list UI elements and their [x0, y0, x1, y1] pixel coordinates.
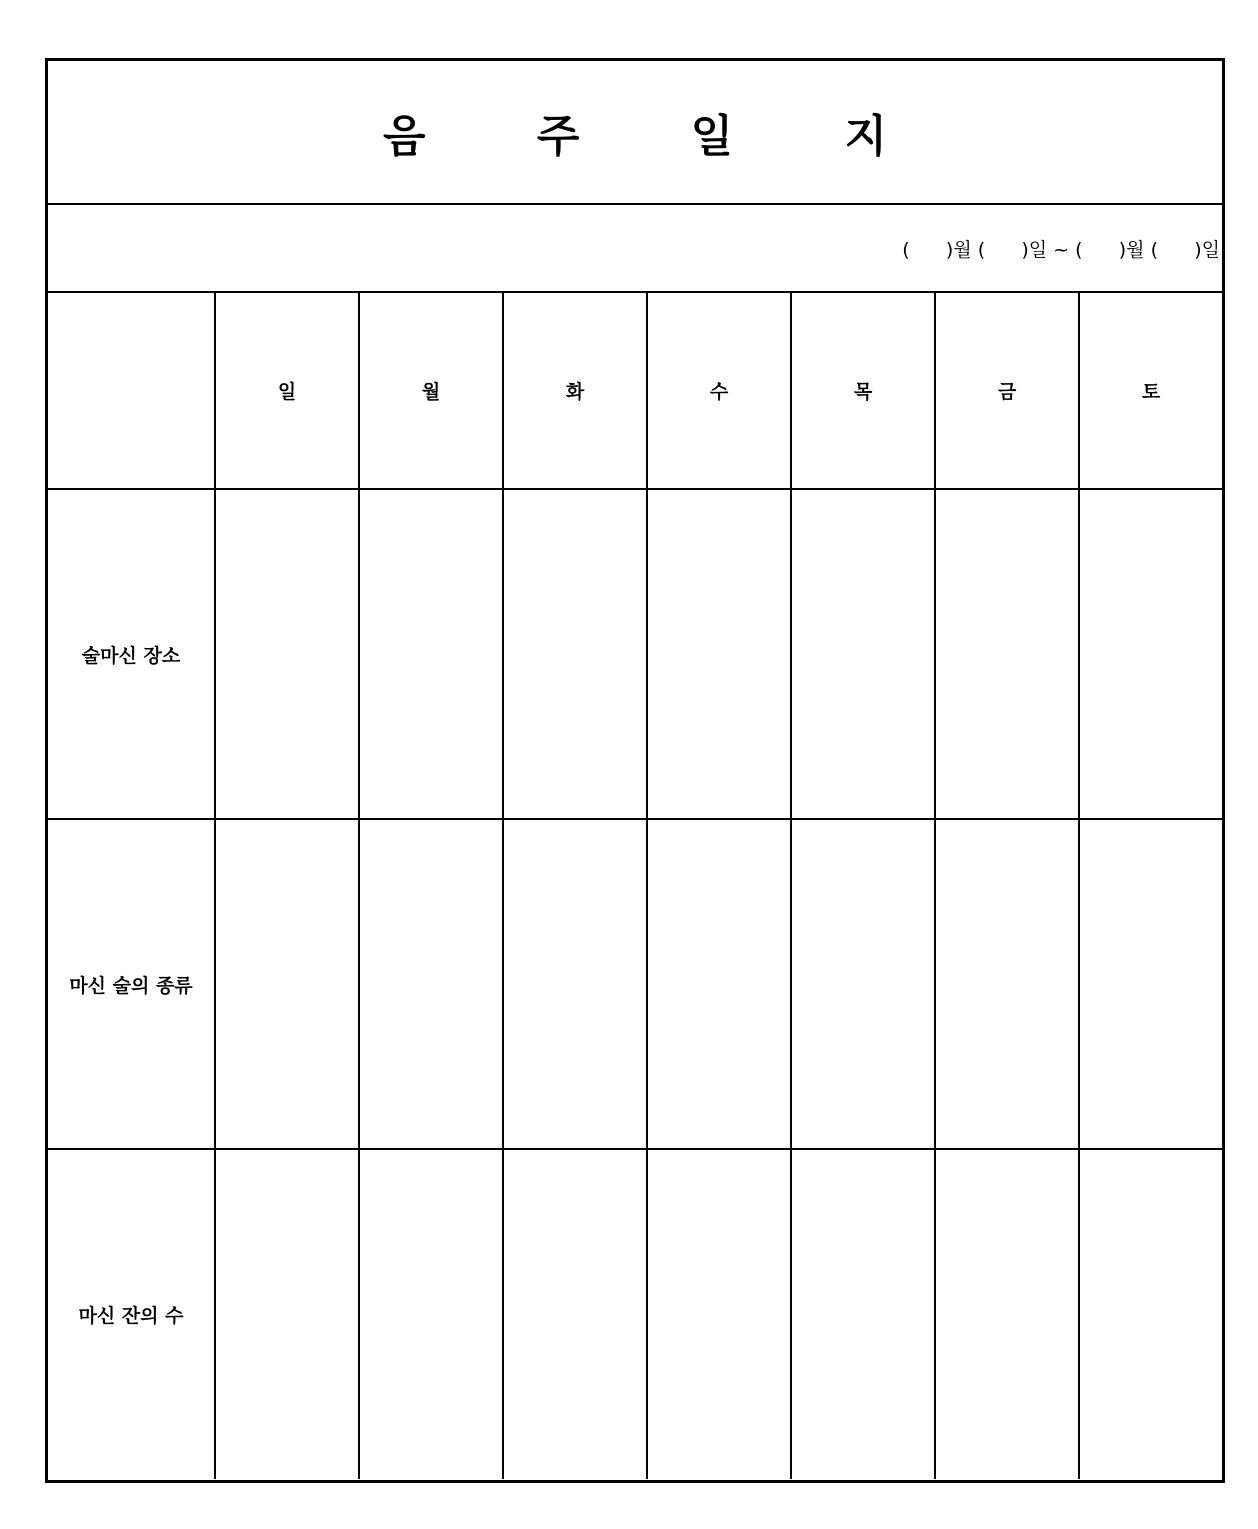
row-label-place: 술마신 장소: [48, 489, 215, 819]
entry-cell[interactable]: [215, 489, 359, 819]
entry-cell[interactable]: [503, 489, 647, 819]
table-row: [48, 819, 1222, 1149]
entry-cell[interactable]: [503, 1149, 647, 1479]
entry-cell[interactable]: [647, 819, 791, 1149]
date-range-row: [48, 205, 1222, 293]
entry-cell[interactable]: [503, 819, 647, 1149]
day-header-sun: 일: [215, 293, 359, 489]
entry-cell[interactable]: [935, 819, 1079, 1149]
day-header-row: [48, 293, 1222, 489]
row-label-drink-type: 마신 술의 종류: [48, 819, 215, 1149]
page-title: 음 주 일 지: [383, 111, 935, 162]
table-row: [48, 489, 1222, 819]
entry-cell[interactable]: [215, 819, 359, 1149]
title-row: [48, 61, 1222, 205]
entry-cell[interactable]: [935, 1149, 1079, 1479]
drinking-log-form: [45, 58, 1225, 1483]
log-table: [48, 293, 1222, 1479]
row-label-glass-count: 마신 잔의 수: [48, 1149, 215, 1479]
entry-cell[interactable]: [791, 819, 935, 1149]
entry-cell[interactable]: [791, 489, 935, 819]
entry-cell[interactable]: [359, 819, 503, 1149]
entry-cell[interactable]: [1079, 819, 1222, 1149]
entry-cell[interactable]: [935, 489, 1079, 819]
date-range-field[interactable]: ( )월 ( )일 ~ ( )월 ( )일: [902, 239, 1220, 261]
day-header-thu: 목: [791, 293, 935, 489]
day-header-wed: 수: [647, 293, 791, 489]
entry-cell[interactable]: [215, 1149, 359, 1479]
entry-cell[interactable]: [359, 1149, 503, 1479]
day-header-mon: 월: [359, 293, 503, 489]
day-header-tue: 화: [503, 293, 647, 489]
entry-cell[interactable]: [359, 489, 503, 819]
entry-cell[interactable]: [647, 489, 791, 819]
corner-cell: [48, 293, 215, 489]
entry-cell[interactable]: [1079, 1149, 1222, 1479]
entry-cell[interactable]: [647, 1149, 791, 1479]
entry-cell[interactable]: [1079, 489, 1222, 819]
day-header-fri: 금: [935, 293, 1079, 489]
entry-cell[interactable]: [791, 1149, 935, 1479]
table-row: [48, 1149, 1222, 1479]
day-header-sat: 토: [1079, 293, 1222, 489]
